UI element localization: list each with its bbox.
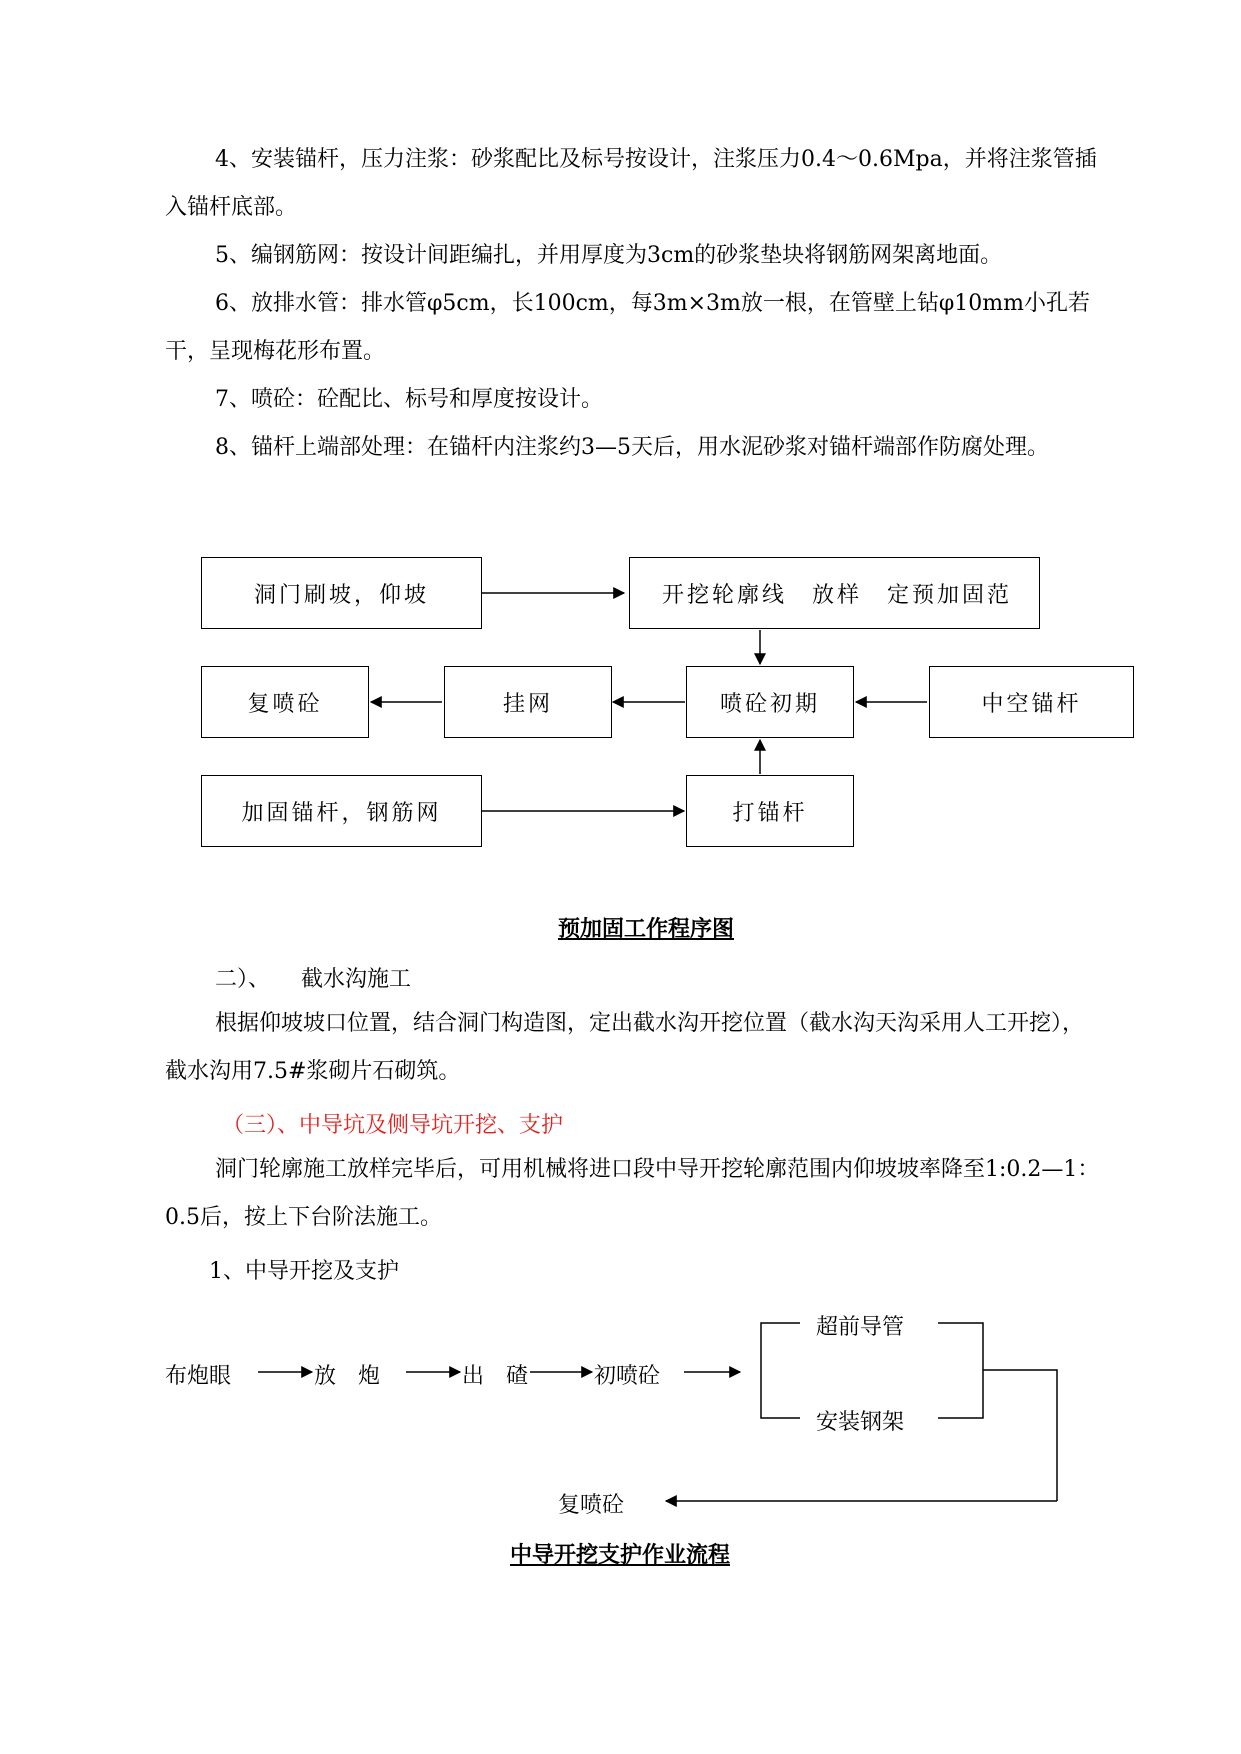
section2-heading-text: 截水沟施工 [301,967,412,992]
section3-body: 洞门轮廓施工放样完毕后，可用机械将进口段中导开挖轮廓范围内仰坡坡率降至1:0.2—1：0.5后，按上下台阶法施工。 [165,1157,1100,1230]
flow-step-drill-holes: 布炮眼 [165,1364,232,1389]
section3-subheading: 1、中导开挖及支护 [209,1259,399,1284]
paragraph-7: 7、喷砼：砼配比、标号和厚度按设计。 [215,387,603,412]
flow-step-blast: 放 炮 [314,1364,381,1389]
box-reinforce-anchor-mesh: 加固锚杆，钢筋网 [201,775,482,847]
diagram2-caption: 中导开挖支护作业流程 [510,1542,731,1568]
box-initial-spray: 喷砼初期 [686,666,854,738]
flow-step-mucking: 出 碴 [462,1364,529,1389]
box-excavation-layout: 开挖轮廓线 放样 定预加固范 [629,557,1040,629]
section3-heading: （三）、中导坑及侧导坑开挖、支护 [222,1113,564,1138]
box-respray: 复喷砼 [201,666,369,738]
section2-body: 根据仰坡坡口位置，结合洞门构造图，定出截水沟开挖位置（截水沟天沟采用人工开挖），截水沟用7.5#浆砌片石砌筑。 [165,1011,1085,1084]
flow-step-initial-spray: 初喷砼 [594,1364,661,1389]
flow-branch-advance-pipe: 超前导管 [816,1315,905,1340]
box-hollow-anchor: 中空锚杆 [929,666,1134,738]
section2-heading-number: 二）、 [215,967,271,992]
box-slope-brushing: 洞门刷坡，仰坡 [201,557,482,629]
paragraph-6: 6、放排水管：排水管φ5cm，长100cm，每3m×3m放一根，在管壁上钻φ10mm小孔若干，呈现梅花形布置。 [165,291,1091,364]
paragraph-8: 8、锚杆上端部处理：在锚杆内注浆约3—5天后，用水泥砂浆对锚杆端部作防腐处理。 [215,435,1049,460]
flow-step-respray: 复喷砼 [558,1493,625,1518]
box-drill-anchor: 打锚杆 [686,775,854,847]
box-hang-mesh: 挂网 [444,666,612,738]
flow-branch-steel-frame: 安装钢架 [816,1410,905,1435]
paragraph-4: 4、安装锚杆，压力注浆：砂浆配比及标号按设计，注浆压力0.4～0.6Mpa，并将注浆管插入锚杆底部。 [165,147,1097,220]
paragraph-5: 5、编钢筋网：按设计间距编扎，并用厚度为3cm的砂浆垫块将钢筋网架离地面。 [215,243,1003,268]
diagram1-caption: 预加固工作程序图 [558,916,735,942]
